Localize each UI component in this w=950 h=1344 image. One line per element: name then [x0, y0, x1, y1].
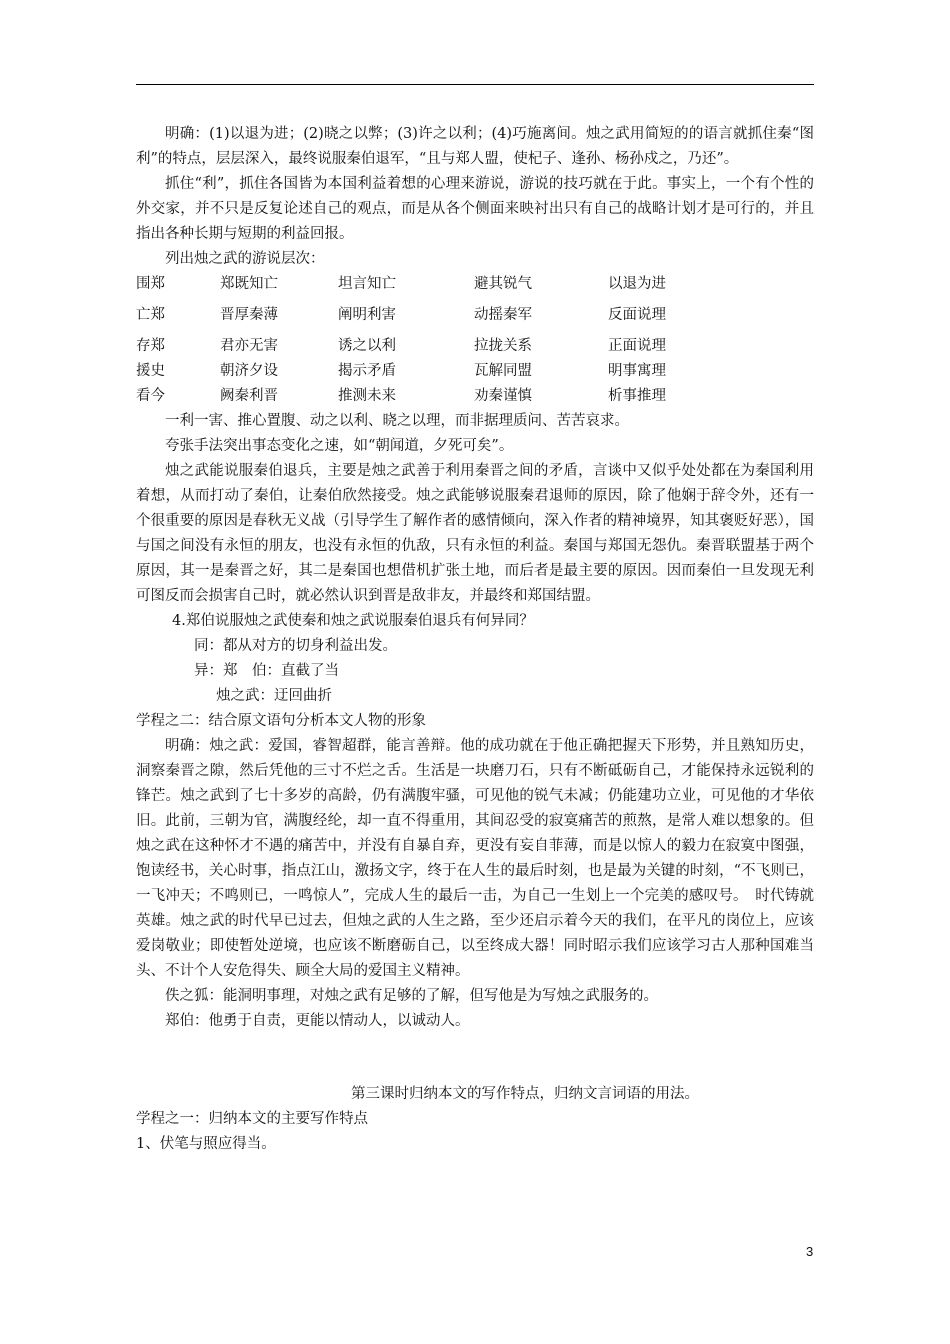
table-cell: 明事寓理: [608, 363, 666, 379]
document-body: [136, 122, 814, 1157]
table-row: [136, 303, 814, 328]
answer-diff: 烛之武：迂回曲折: [216, 688, 332, 704]
paragraph: 佚之狐：能洞明事理，对烛之武有足够的了解，但写他是为写烛之武服务的。: [165, 988, 658, 1004]
table-cell: 正面说理: [608, 338, 666, 354]
table-cell: 存郑: [136, 338, 165, 354]
table-cell: 君亦无害: [220, 338, 278, 354]
table-cell: 晋厚秦薄: [220, 307, 278, 323]
paragraph: 烛之武能说服秦伯退兵，主要是烛之武善于利用秦晋之间的矛盾，言谈中又似乎处处都在为秦国利用着想，从而打动了秦伯，让秦伯欣然接受。烛之武能够说服秦君退师的原因，除了他娴于辞令外，还有一个很重要的原因是春秋无义战（引导学生了解作者的感情倾向，深入作者的精神境界，知其褒贬好恶），国与国之间没有永恒的朋友，也没有永恒的仇敌，只有永恒的利益。秦国与郑国无怨仇。秦晋联盟基于两个原因，其一是秦晋之好，其二是秦国也想借机扩张土地，而后者是最主要的原因。因而秦伯一旦发现无利可图反而会损害自己时，就必然认识到晋是敌非友，并最终和郑国结盟。: [136, 463, 814, 604]
paragraph: 郑伯：他勇于自责，更能以情动人，以诚动人。: [165, 1013, 470, 1029]
page-number: 3: [806, 1244, 814, 1259]
header-rule: [136, 84, 814, 85]
table-cell: 揭示矛盾: [338, 363, 396, 379]
paragraph: 明确：(1)以退为进；(2)晓之以弊；(3)许之以利；(4)巧施离间。烛之武用简短的的语言就抓住秦“图利”的特点，层层深入，最终说服秦伯退军，“且与郑人盟，使杞子、逢孙、杨孙戍之，乃还”。: [136, 126, 814, 167]
table-cell: 拉拢关系: [474, 338, 532, 354]
table-cell: 析事推理: [608, 388, 666, 404]
table-cell: 避其锐气: [474, 276, 532, 292]
paragraph: 明确：烛之武：爱国，睿智超群，能言善辩。他的成功就在于他正确把握天下形势，并且熟知历史，洞察秦晋之隙，然后凭他的三寸不烂之舌。生活是一块磨刀石，只有不断砥砺自己，才能保持永远锐利的锋芒。烛之武到了七十多岁的高龄，仍有满腹牢骚，可见他的锐气未减；仍能建功立业，可见他的才华依旧。此前，三朝为官，满腹经纶，却一直不得重用，其间忍受的寂寞痛苦的煎熬，是常人难以想象的。但烛之武在这种怀才不遇的痛苦中，并没有自暴自弃，更没有妄自菲薄，而是以惊人的毅力在寂寞中图强，饱读经书，关心时事，指点江山，激扬文字，终于在人生的最后时刻，也是最为关键的时刻，“不飞则已，一飞冲天；不鸣则已，一鸣惊人”，完成人生的最后一击，为自己一生划上一个完美的感叹号。 时代铸就英雄。烛之武的时代早已过去，但烛之武的人生之路，至少还启示着今天的我们，在平凡的岗位上，应该爱岗敬业；即使暂处逆境，也应该不断磨砺自己，以至终成大器！同时昭示我们应该学习古人那种国难当头、不计个人安危得失、顾全大局的爱国主义精神。: [136, 738, 814, 979]
table-cell: 反面说理: [608, 307, 666, 323]
persuasion-levels-table: [136, 272, 814, 409]
answer-same: 同：都从对方的切身利益出发。: [194, 638, 397, 654]
table-cell: 以退为进: [608, 276, 666, 292]
table-cell: 动摇秦军: [474, 307, 532, 323]
list-item: 1、伏笔与照应得当。: [136, 1136, 276, 1152]
section-heading: 学程之二：结合原文语句分析本文人物的形象: [136, 713, 426, 729]
lesson-title: 第三课时归纳本文的写作特点，归纳文言词语的用法。: [351, 1086, 699, 1102]
table-row: [136, 384, 814, 409]
table-cell: 围郑: [136, 276, 165, 292]
table-cell: 瓦解同盟: [474, 363, 532, 379]
table-cell: 阐明利害: [338, 307, 396, 323]
table-cell: 看今: [136, 388, 165, 404]
paragraph: 抓住“利”，抓住各国皆为本国利益着想的心理来游说，游说的技巧就在于此。事实上，一个有个性的外交家，并不只是反复论述自己的观点，而是从各个侧面来映衬出只有自己的战略计划才是可行的，并且指出各种长期与短期的利益回报。: [136, 176, 814, 242]
table-cell: 亡郑: [136, 307, 165, 323]
table-cell: 推测未来: [338, 388, 396, 404]
table-cell: 阙秦利晋: [220, 388, 278, 404]
table-row: [136, 272, 814, 297]
table-cell: 郑既知亡: [220, 276, 278, 292]
section-heading: 学程之一：归纳本文的主要写作特点: [136, 1111, 368, 1127]
question-heading: 4.郑伯说服烛之武使秦和烛之武说服秦伯退兵有何异同？: [172, 613, 534, 629]
table-row: [136, 359, 814, 384]
answer-diff: 异：郑 伯：直截了当: [194, 663, 339, 679]
paragraph: 夸张手法突出事态变化之速，如“朝闻道，夕死可矣”。: [165, 438, 514, 454]
table-cell: 朝济夕设: [220, 363, 278, 379]
table-row: [136, 334, 814, 359]
table-cell: 援史: [136, 363, 165, 379]
table-cell: 劝秦谨慎: [474, 388, 532, 404]
table-cell: 诱之以利: [338, 338, 396, 354]
paragraph: 一利一害、推心置腹、动之以利、晓之以理，而非据理质问、苦苦哀求。: [165, 413, 629, 429]
paragraph: 列出烛之武的游说层次：: [165, 251, 325, 267]
table-cell: 坦言知亡: [338, 276, 396, 292]
